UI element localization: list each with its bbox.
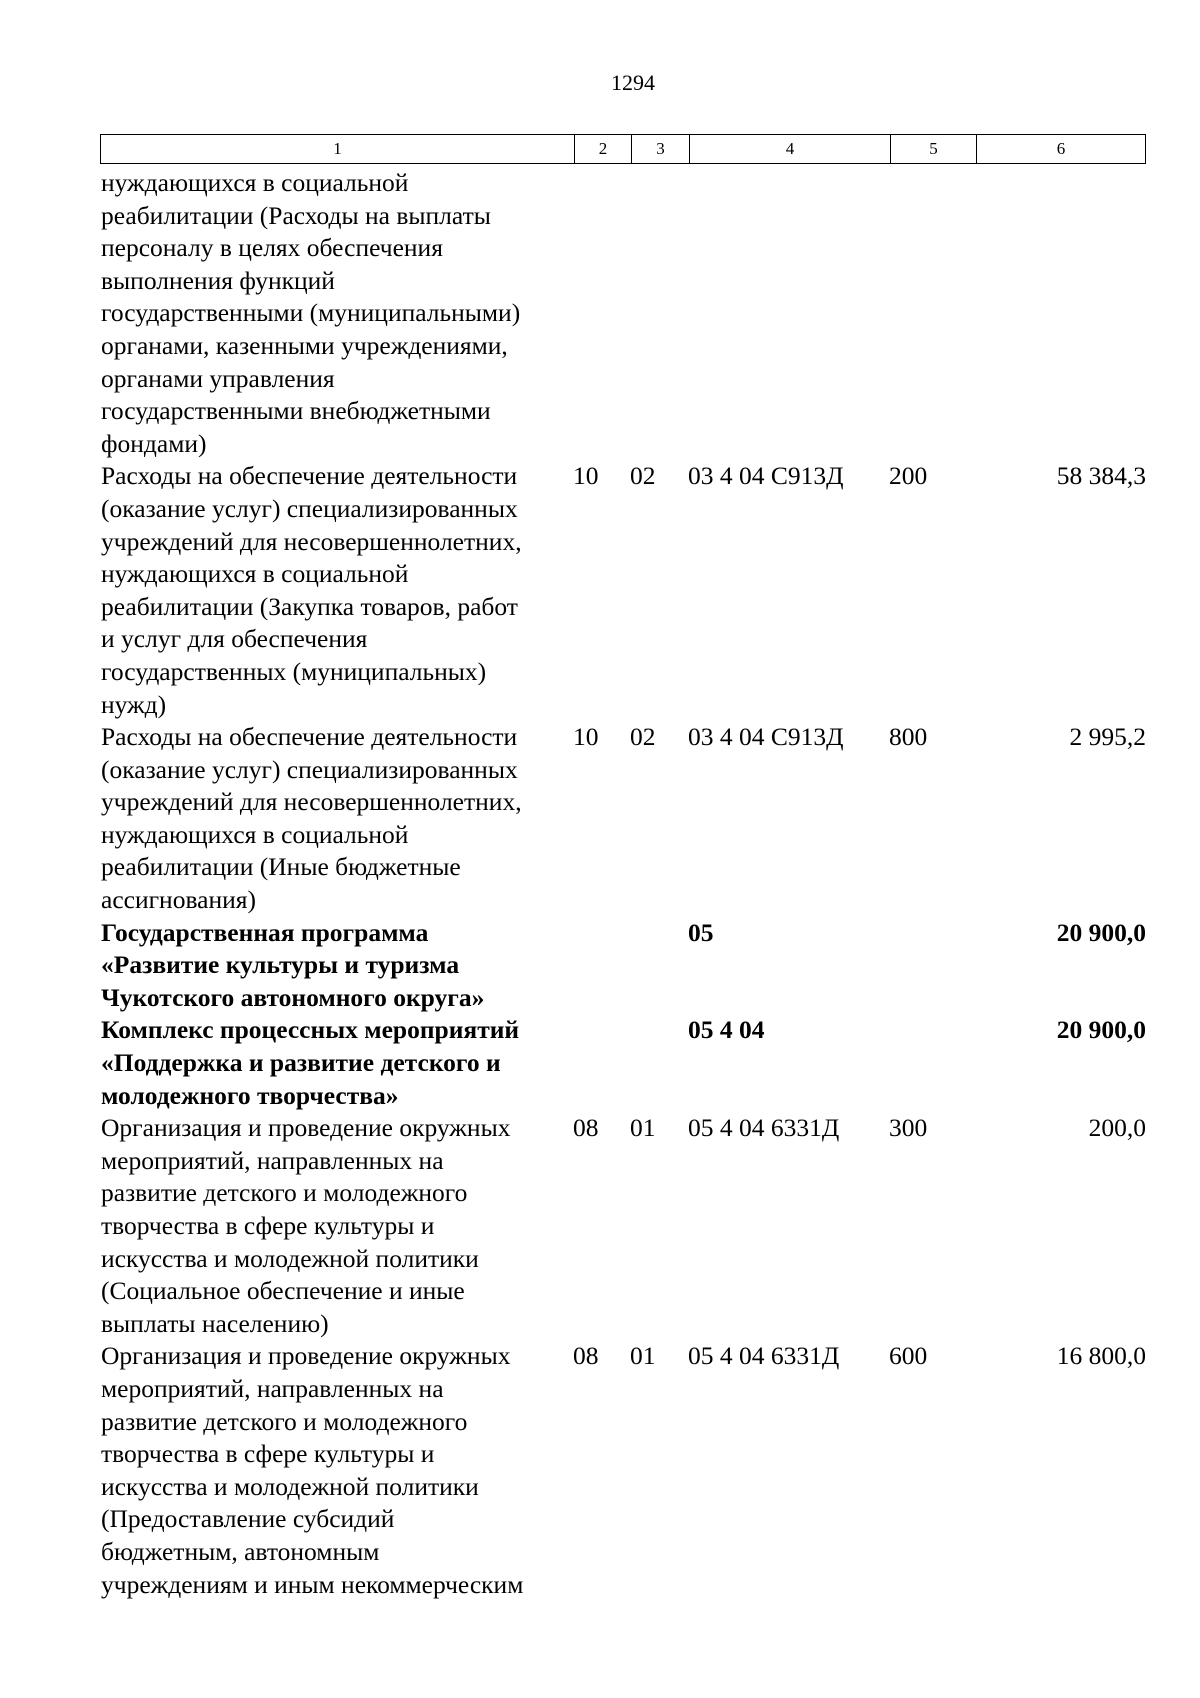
row-subsection	[630, 917, 688, 1015]
row-expense-type: 200	[889, 461, 928, 491]
description-line: развитие детского и молодежного	[101, 1406, 468, 1436]
row-subsection: 02	[630, 461, 656, 491]
table-body	[100, 167, 1146, 1601]
row-subsection	[630, 167, 688, 460]
row-expense-type: 300	[889, 1113, 928, 1143]
description-line: молодежного творчества»	[101, 1080, 399, 1110]
row-expense-type: 600	[889, 1341, 928, 1371]
row-amount: 20 900,0	[1056, 917, 1146, 947]
description-line: государственными внебюджетными	[101, 396, 491, 426]
description-line: Государственная программа	[101, 917, 429, 947]
row-description	[100, 1112, 573, 1340]
row-section: 10	[573, 722, 599, 752]
row-subsection	[630, 1014, 688, 1112]
description-line: развитие детского и молодежного	[101, 1178, 468, 1208]
row-expense-type	[889, 917, 975, 1015]
row-target-article: 05 4 04	[688, 1015, 765, 1045]
description-line: (Социальное обеспечение и иные	[101, 1276, 465, 1306]
description-line: искусства и молодежной политики	[101, 1471, 479, 1501]
description-line: мероприятий, направленных на	[101, 1145, 444, 1175]
description-line: фондами)	[101, 428, 207, 458]
row-target-article: 03 4 04 С913Д	[688, 461, 844, 491]
row-section	[573, 917, 630, 1015]
row-expense-type	[889, 1014, 975, 1112]
row-description	[100, 917, 573, 1015]
description-line: «Развитие культуры и туризма	[101, 950, 460, 980]
description-line: персоналу в целях обеспечения	[101, 233, 443, 263]
description-line: Расходы на обеспечение деятельности	[101, 722, 518, 752]
description-line: учреждений для несовершеннолетних,	[101, 526, 522, 556]
table-row	[100, 917, 1146, 1015]
row-target-article	[688, 167, 889, 460]
description-line: нуждающихся в социальной	[101, 559, 409, 589]
description-line: органами управления	[101, 363, 335, 393]
description-line: государственных (муниципальных)	[101, 656, 487, 686]
row-target-article: 03 4 04 С913Д	[688, 722, 844, 752]
table-row	[100, 167, 1146, 460]
table-header	[100, 134, 1146, 164]
description-line: Комплекс процессных мероприятий	[101, 1015, 520, 1045]
description-line: ассигнования)	[101, 885, 256, 915]
header-col-4: 4	[689, 135, 890, 163]
description-line: органами, казенными учреждениями,	[101, 330, 508, 360]
description-line: творчества в сфере культуры и	[101, 1439, 435, 1469]
description-line: нуждающихся в социальной	[101, 819, 409, 849]
description-line: «Поддержка и развитие детского и	[101, 1048, 501, 1078]
description-line: выполнения функций	[101, 265, 335, 295]
description-line: (оказание услуг) специализированных	[101, 493, 518, 523]
description-line: выплаты населению)	[101, 1308, 329, 1338]
row-expense-type	[889, 167, 975, 460]
description-line: (Предоставление субсидий	[101, 1504, 395, 1534]
row-target-article: 05 4 04 6331Д	[688, 1341, 840, 1371]
header-col-6: 6	[976, 135, 1145, 163]
table-row	[100, 1340, 1146, 1601]
description-line: реабилитации (Закупка товаров, работ	[101, 591, 518, 621]
table-row	[100, 460, 1146, 721]
description-line: нужд)	[101, 689, 167, 719]
row-section: 08	[573, 1113, 599, 1143]
row-subsection: 02	[630, 722, 656, 752]
description-line: учреждениям и иным некоммерческим	[101, 1569, 524, 1599]
description-line: реабилитации (Расходы на выплаты	[101, 200, 491, 230]
row-section	[573, 1014, 630, 1112]
description-line: мероприятий, направленных на	[101, 1373, 444, 1403]
description-line: искусства и молодежной политики	[101, 1243, 479, 1273]
table-row	[100, 1014, 1146, 1112]
row-description	[100, 721, 573, 917]
description-line: творчества в сфере культуры и	[101, 1211, 435, 1240]
row-expense-type: 800	[889, 722, 928, 752]
description-line: нуждающихся в социальной	[101, 168, 409, 197]
description-line: бюджетным, автономным	[101, 1536, 380, 1566]
description-line: реабилитации (Иные бюджетные	[101, 852, 461, 882]
row-target-article: 05	[688, 917, 714, 947]
row-amount: 58 384,3	[1056, 461, 1146, 491]
row-description	[100, 460, 573, 721]
row-section: 10	[573, 461, 599, 491]
description-line: (оказание услуг) специализированных	[101, 754, 518, 784]
row-description	[100, 1014, 573, 1112]
row-amount	[975, 167, 1146, 460]
row-subsection: 01	[630, 1113, 656, 1143]
header-col-1: 1	[333, 139, 342, 158]
description-line: Расходы на обеспечение деятельности	[101, 461, 518, 491]
table-row	[100, 1112, 1146, 1340]
description-line: учреждений для несовершеннолетних,	[101, 787, 522, 817]
table-row	[100, 721, 1146, 917]
header-col-5: 5	[890, 135, 976, 163]
row-description	[100, 1340, 573, 1601]
row-amount: 200,0	[1088, 1113, 1146, 1143]
description-line: Чукотского автономного округа»	[101, 982, 485, 1012]
row-section: 08	[573, 1341, 599, 1371]
row-description	[100, 167, 573, 460]
description-line: Организация и проведение окружных	[101, 1113, 511, 1143]
row-amount: 20 900,0	[1056, 1015, 1146, 1045]
row-amount: 16 800,0	[1056, 1341, 1146, 1371]
description-line: и услуг для обеспечения	[101, 624, 368, 654]
row-section	[573, 167, 630, 460]
page-number: 1294	[611, 70, 655, 95]
row-amount: 2 995,2	[1069, 722, 1146, 752]
description-line: Организация и проведение окружных	[101, 1341, 511, 1371]
description-line: государственными (муниципальными)	[101, 298, 521, 328]
row-subsection: 01	[630, 1341, 656, 1371]
row-target-article: 05 4 04 6331Д	[688, 1113, 840, 1143]
header-col-2: 2	[574, 135, 631, 163]
header-col-3: 3	[631, 135, 689, 163]
